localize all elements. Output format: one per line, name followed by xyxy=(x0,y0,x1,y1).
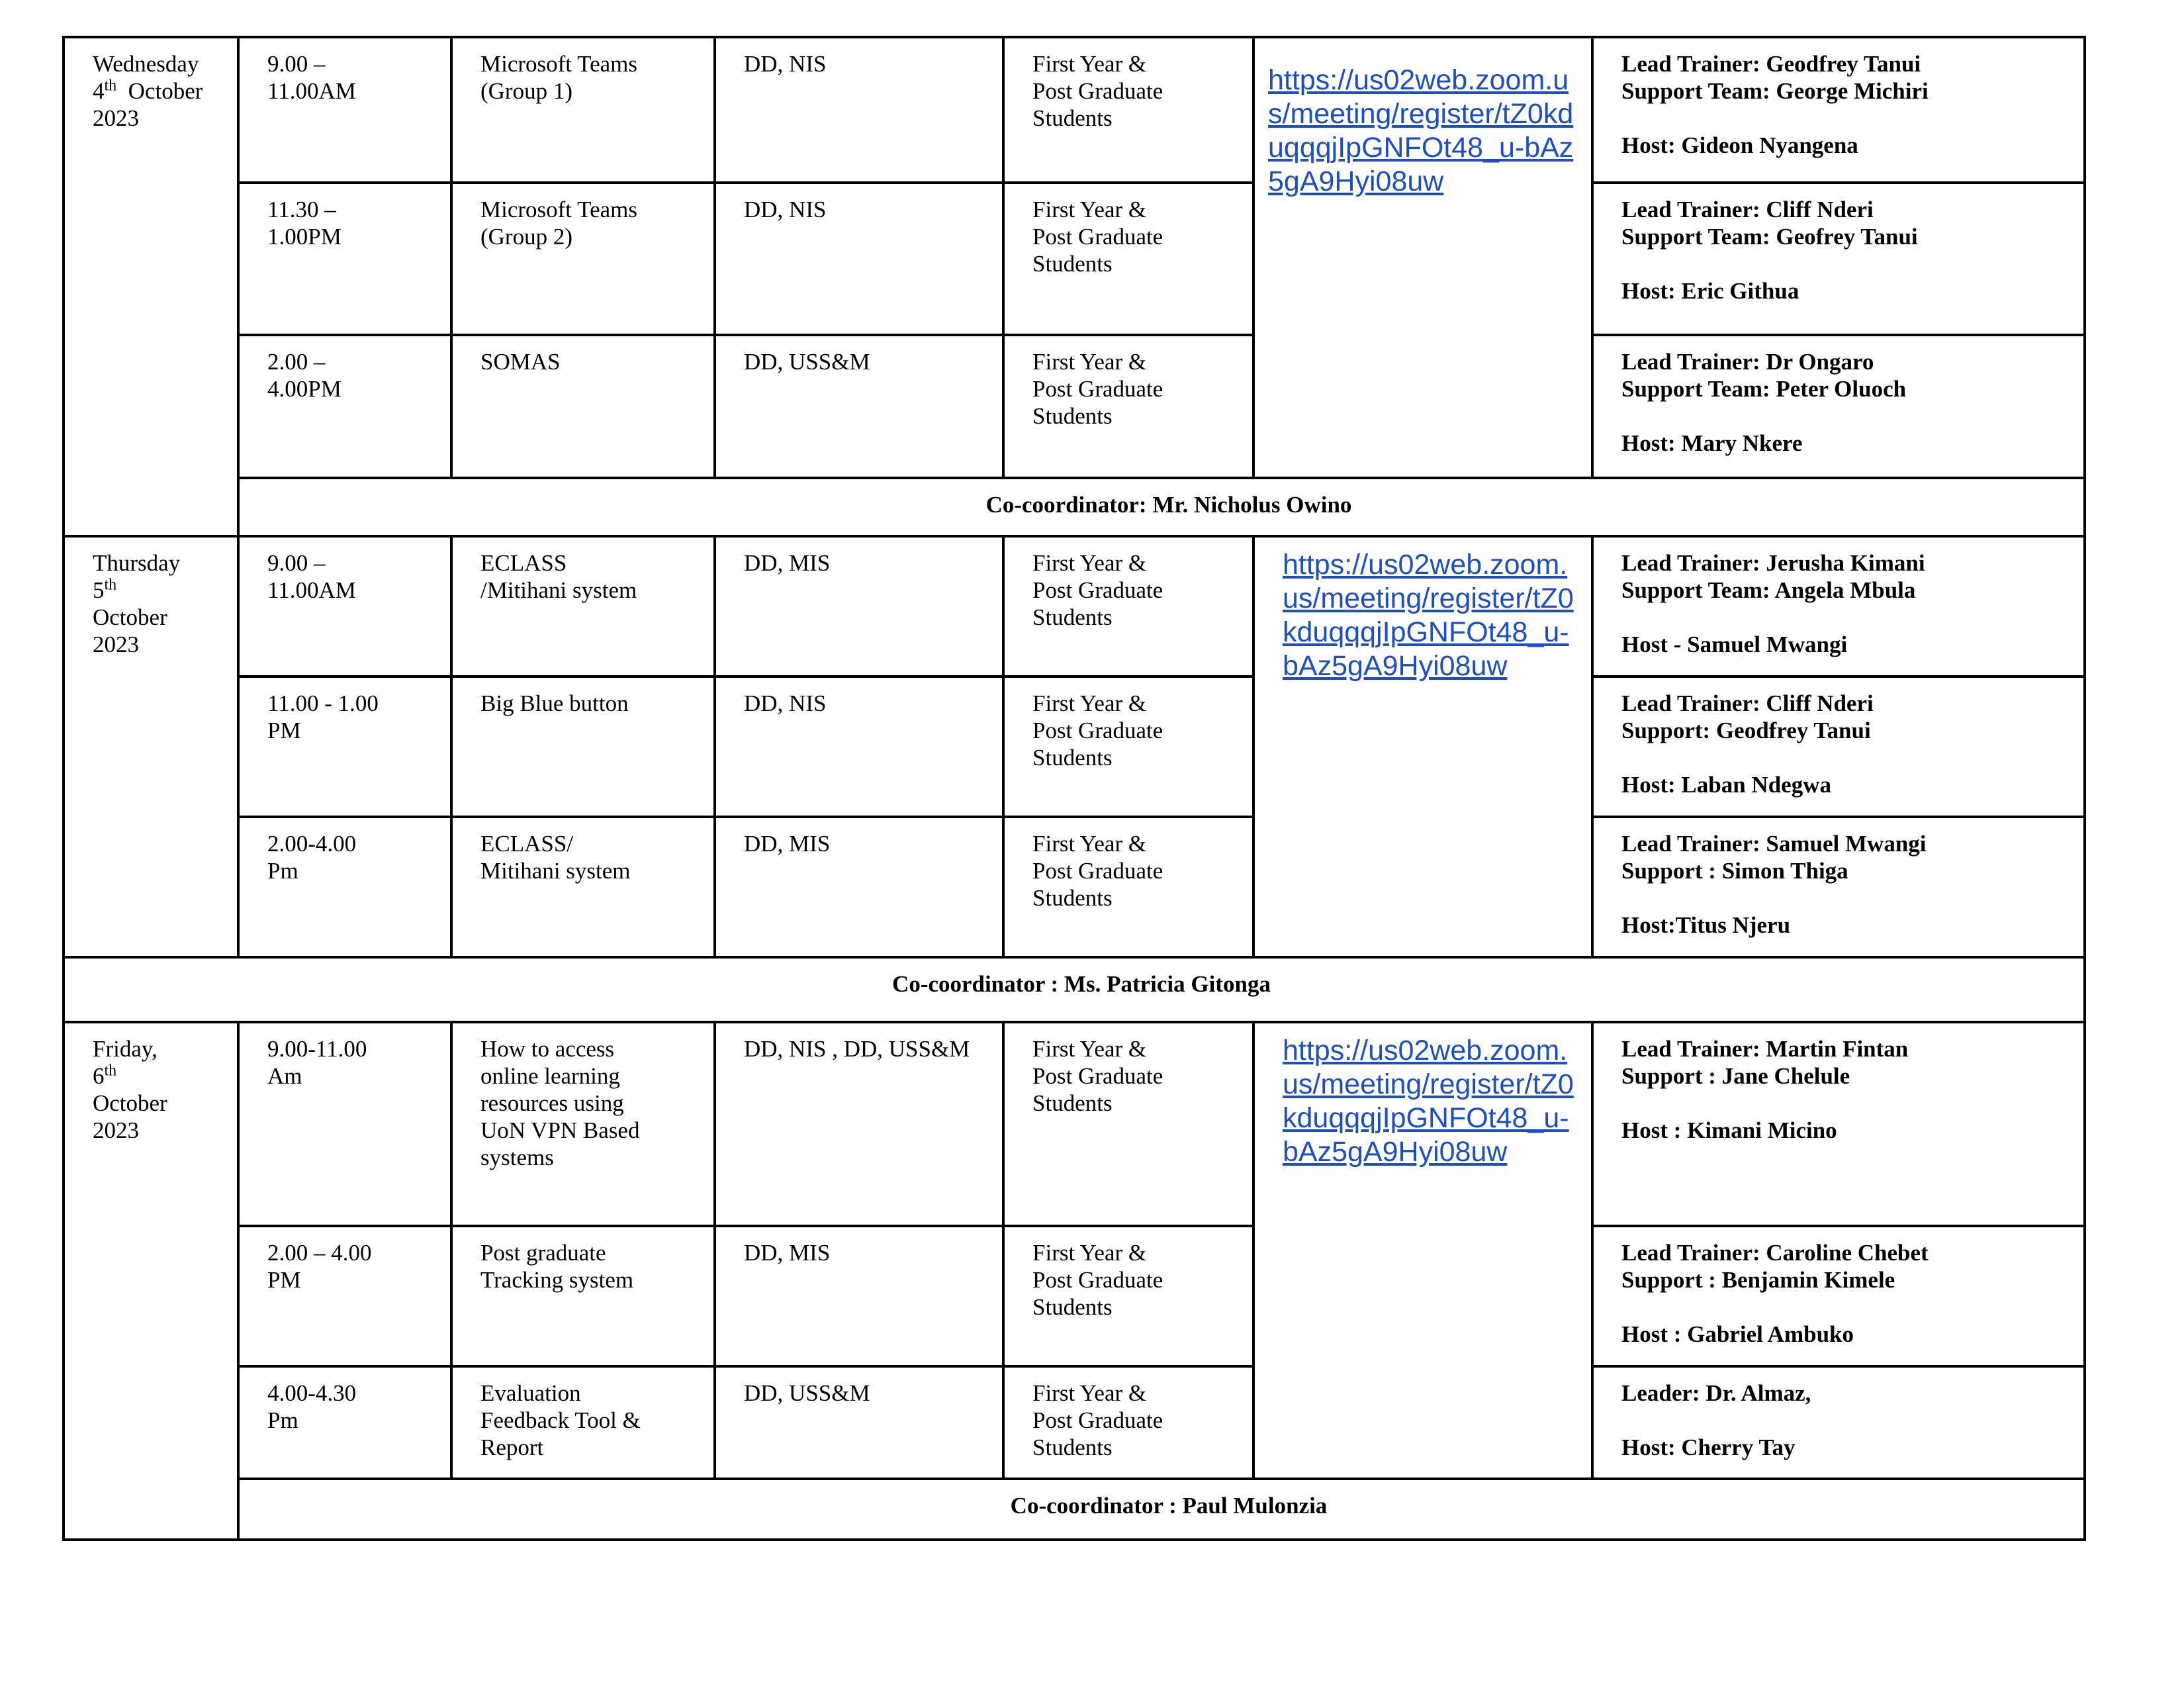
training-schedule-table xyxy=(62,36,2086,1541)
zoom-link[interactable]: https://us02web.zoom.us/meeting/register/tZ0kduqqqjIpGNFOt48_u-bAz5gA9Hyi08uw xyxy=(1283,1035,1574,1168)
time-line: 2.00-4.00 xyxy=(267,831,357,857)
time-line: 2.00 – xyxy=(267,349,326,375)
session-row xyxy=(64,677,2085,817)
staff-cell xyxy=(1592,37,2085,183)
audience-line: First Year & xyxy=(1032,690,1147,716)
time-line: Pm xyxy=(267,1407,298,1433)
topic-cell xyxy=(451,335,715,478)
session-row xyxy=(64,817,2085,957)
unit-cell xyxy=(715,677,1003,817)
day-name: Thursday xyxy=(93,550,181,576)
topic-line: Tracking system xyxy=(480,1267,634,1293)
staff-cell xyxy=(1592,1226,2085,1366)
audience-line: Post Graduate xyxy=(1032,577,1163,603)
coordinator-row xyxy=(64,1479,2085,1540)
topic-line: ECLASS xyxy=(480,550,567,576)
staff-line: Support Team: George Michiri xyxy=(1621,78,1929,104)
day-number: 4 xyxy=(93,78,105,104)
topic-line: systems xyxy=(480,1145,554,1170)
topic-cell xyxy=(451,1366,715,1479)
day-suffix: th xyxy=(104,1062,117,1080)
session-row xyxy=(64,37,2085,183)
audience-line: Post Graduate xyxy=(1032,224,1163,250)
time-line: PM xyxy=(267,718,301,743)
time-cell xyxy=(238,37,451,183)
staff-cell xyxy=(1592,817,2085,957)
day-number: 5 xyxy=(93,577,105,603)
staff-line: Support: Geodfrey Tanui xyxy=(1621,718,1871,743)
staff-cell xyxy=(1592,1366,2085,1479)
unit-text: DD, MIS xyxy=(744,550,831,576)
staff-cell xyxy=(1592,536,2085,677)
audience-line: First Year & xyxy=(1032,1240,1147,1266)
staff-line: Support Team: Angela Mbula xyxy=(1621,577,1916,603)
topic-cell xyxy=(451,37,715,183)
year: 2023 xyxy=(93,1117,139,1143)
time-line: 4.00PM xyxy=(267,376,341,402)
time-line: 9.00 – xyxy=(267,550,326,576)
unit-cell xyxy=(715,1022,1003,1226)
audience-line: Post Graduate xyxy=(1032,718,1163,743)
topic-line: ECLASS/ xyxy=(480,831,574,857)
unit-text: DD, USS&M xyxy=(744,1380,870,1406)
day-number: 6 xyxy=(93,1063,105,1089)
staff-line: Support Team: Peter Oluoch xyxy=(1621,376,1907,402)
audience-line: Students xyxy=(1032,885,1113,911)
staff-line: Support : Benjamin Kimele xyxy=(1621,1267,1895,1293)
staff-line: Host: Gideon Nyangena xyxy=(1621,132,1858,158)
staff-cell xyxy=(1592,677,2085,817)
topic-cell xyxy=(451,677,715,817)
audience-line: First Year & xyxy=(1032,550,1147,576)
topic-line: Mitihani system xyxy=(480,858,631,884)
time-line: 4.00-4.30 xyxy=(267,1380,357,1406)
month: October xyxy=(128,78,203,104)
coordinator-text: Co-coordinator: Mr. Nicholus Owino xyxy=(985,492,1352,518)
time-line: Am xyxy=(267,1063,302,1089)
time-cell xyxy=(238,1366,451,1479)
zoom-link[interactable]: https://us02web.zoom.us/meeting/register/tZ0kduqqqjIpGNFOt48_u-bAz5gA9Hyi08uw xyxy=(1268,64,1574,197)
unit-cell xyxy=(715,1366,1003,1479)
time-cell xyxy=(238,536,451,677)
time-line: 11.00AM xyxy=(267,577,356,603)
topic-line: Big Blue button xyxy=(480,690,629,716)
staff-line: Lead Trainer: Geodfrey Tanui xyxy=(1621,51,1921,77)
audience-line: Students xyxy=(1032,251,1113,277)
unit-text: DD, MIS xyxy=(744,831,831,857)
unit-cell xyxy=(715,1226,1003,1366)
unit-cell xyxy=(715,335,1003,478)
unit-text: DD, NIS xyxy=(744,690,827,716)
staff-line: Host - Samuel Mwangi xyxy=(1621,632,1848,657)
staff-line: Host : Gabriel Ambuko xyxy=(1621,1321,1854,1347)
topic-line: /Mitihani system xyxy=(480,577,637,603)
audience-line: First Year & xyxy=(1032,51,1147,77)
staff-line: Host: Laban Ndegwa xyxy=(1621,772,1831,798)
zoom-link-cell xyxy=(1253,1022,1592,1479)
time-line: 9.00-11.00 xyxy=(267,1036,367,1062)
unit-cell xyxy=(715,37,1003,183)
coordinator-text: Co-coordinator : Ms. Patricia Gitonga xyxy=(892,971,1271,997)
time-cell xyxy=(238,1022,451,1226)
time-line: 2.00 – 4.00 xyxy=(267,1240,372,1266)
year: 2023 xyxy=(93,632,139,657)
staff-line: Host: Mary Nkere xyxy=(1621,430,1803,456)
topic-line: online learning xyxy=(480,1063,620,1089)
staff-line: Lead Trainer: Jerusha Kimani xyxy=(1621,550,1925,576)
year: 2023 xyxy=(93,105,139,131)
audience-cell xyxy=(1003,183,1253,335)
staff-line: Support : Simon Thiga xyxy=(1621,858,1848,884)
staff-line: Leader: Dr. Almaz, xyxy=(1621,1380,1811,1406)
audience-line: First Year & xyxy=(1032,349,1147,375)
month: October xyxy=(93,1090,167,1116)
day-cell xyxy=(64,536,238,957)
audience-line: Students xyxy=(1032,105,1113,131)
coordinator-cell xyxy=(238,1479,2085,1540)
coordinator-row xyxy=(64,957,2085,1022)
time-line: 11.00AM xyxy=(267,78,356,104)
coordinator-text: Co-coordinator : Paul Mulonzia xyxy=(1010,1493,1328,1519)
audience-cell xyxy=(1003,536,1253,677)
staff-cell xyxy=(1592,183,2085,335)
audience-line: Post Graduate xyxy=(1032,1063,1163,1089)
time-cell xyxy=(238,817,451,957)
time-line: 11.30 – xyxy=(267,197,336,222)
audience-line: Post Graduate xyxy=(1032,1267,1163,1293)
session-row xyxy=(64,1022,2085,1226)
audience-line: First Year & xyxy=(1032,1036,1147,1062)
staff-line: Lead Trainer: Cliff Nderi xyxy=(1621,197,1874,222)
coordinator-cell xyxy=(64,957,2085,1022)
staff-line: Support : Jane Chelule xyxy=(1621,1063,1850,1089)
audience-line: Students xyxy=(1032,1090,1113,1116)
time-cell xyxy=(238,183,451,335)
time-line: PM xyxy=(267,1267,301,1293)
staff-line: Lead Trainer: Dr Ongaro xyxy=(1621,349,1874,375)
audience-line: Students xyxy=(1032,745,1113,771)
time-cell xyxy=(238,1226,451,1366)
session-row xyxy=(64,1226,2085,1366)
staff-line: Host: Eric Githua xyxy=(1621,278,1799,304)
audience-line: Students xyxy=(1032,604,1113,630)
audience-line: Students xyxy=(1032,1294,1113,1320)
audience-line: First Year & xyxy=(1032,1380,1147,1406)
topic-cell xyxy=(451,1226,715,1366)
unit-text: DD, USS&M xyxy=(744,349,870,375)
topic-line: resources using xyxy=(480,1090,624,1116)
staff-line: Host: Cherry Tay xyxy=(1621,1434,1796,1460)
topic-line: Evaluation xyxy=(480,1380,581,1406)
staff-cell xyxy=(1592,335,2085,478)
time-line: Pm xyxy=(267,858,298,884)
audience-cell xyxy=(1003,1022,1253,1226)
unit-text: DD, MIS xyxy=(744,1240,831,1266)
time-line: 11.00 - 1.00 xyxy=(267,690,379,716)
topic-line: UoN VPN Based xyxy=(480,1117,640,1143)
topic-line: Report xyxy=(480,1434,544,1460)
audience-line: Post Graduate xyxy=(1032,858,1163,884)
audience-line: First Year & xyxy=(1032,831,1147,857)
topic-cell xyxy=(451,183,715,335)
audience-cell xyxy=(1003,677,1253,817)
session-row xyxy=(64,183,2085,335)
audience-line: Post Graduate xyxy=(1032,78,1163,104)
topic-cell xyxy=(451,1022,715,1226)
audience-cell xyxy=(1003,1366,1253,1479)
audience-cell xyxy=(1003,37,1253,183)
time-cell xyxy=(238,677,451,817)
audience-cell xyxy=(1003,1226,1253,1366)
audience-line: Post Graduate xyxy=(1032,376,1163,402)
session-row xyxy=(64,335,2085,478)
topic-line: Post graduate xyxy=(480,1240,606,1266)
unit-cell xyxy=(715,183,1003,335)
session-row xyxy=(64,536,2085,677)
session-row xyxy=(64,1366,2085,1479)
day-name: Friday, xyxy=(93,1036,158,1062)
day-cell xyxy=(64,1022,238,1540)
zoom-link-cell xyxy=(1253,37,1592,478)
staff-line: Host:Titus Njeru xyxy=(1621,912,1791,938)
topic-line: Feedback Tool & xyxy=(480,1407,641,1433)
month: October xyxy=(93,604,167,630)
topic-cell xyxy=(451,817,715,957)
topic-line: SOMAS xyxy=(480,349,561,375)
unit-cell xyxy=(715,817,1003,957)
coordinator-row xyxy=(64,478,2085,536)
staff-line: Lead Trainer: Cliff Nderi xyxy=(1621,690,1874,716)
day-cell xyxy=(64,37,238,536)
topic-line: (Group 2) xyxy=(480,224,572,250)
audience-cell xyxy=(1003,817,1253,957)
unit-text: DD, NIS , DD, USS&M xyxy=(744,1036,970,1062)
staff-cell xyxy=(1592,1022,2085,1226)
unit-text: DD, NIS xyxy=(744,51,827,77)
audience-cell xyxy=(1003,335,1253,478)
topic-line: How to access xyxy=(480,1036,615,1062)
day-suffix: th xyxy=(104,576,117,594)
zoom-link-cell xyxy=(1253,536,1592,957)
staff-line: Lead Trainer: Caroline Chebet xyxy=(1621,1240,1929,1266)
day-suffix: th xyxy=(104,77,117,95)
audience-line: First Year & xyxy=(1032,197,1147,222)
staff-line: Host : Kimani Micino xyxy=(1621,1117,1837,1143)
topic-cell xyxy=(451,536,715,677)
unit-cell xyxy=(715,536,1003,677)
topic-line: (Group 1) xyxy=(480,78,572,104)
topic-line: Microsoft Teams xyxy=(480,51,638,77)
zoom-link[interactable]: https://us02web.zoom.us/meeting/register/tZ0kduqqqjIpGNFOt48_u-bAz5gA9Hyi08uw xyxy=(1283,549,1574,682)
staff-line: Lead Trainer: Samuel Mwangi xyxy=(1621,831,1927,857)
topic-line: Microsoft Teams xyxy=(480,197,638,222)
staff-line: Lead Trainer: Martin Fintan xyxy=(1621,1036,1909,1062)
coordinator-cell xyxy=(238,478,2085,536)
time-line: 1.00PM xyxy=(267,224,341,250)
audience-line: Post Graduate xyxy=(1032,1407,1163,1433)
day-name: Wednesday xyxy=(93,51,199,77)
time-cell xyxy=(238,335,451,478)
audience-line: Students xyxy=(1032,1434,1113,1460)
staff-line: Support Team: Geofrey Tanui xyxy=(1621,224,1918,250)
unit-text: DD, NIS xyxy=(744,197,827,222)
time-line: 9.00 – xyxy=(267,51,326,77)
audience-line: Students xyxy=(1032,403,1113,429)
